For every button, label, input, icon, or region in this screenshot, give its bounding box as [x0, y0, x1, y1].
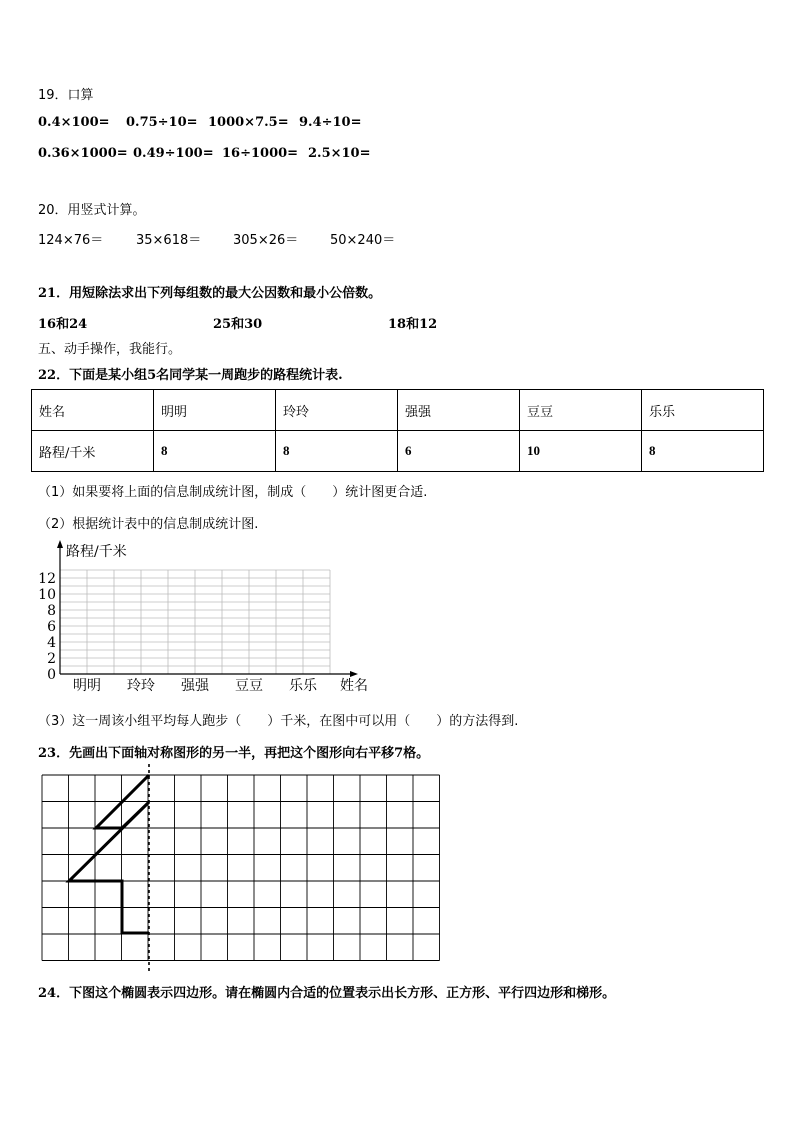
q20-item: 124×76＝	[38, 233, 104, 248]
y-tick-label: 10	[38, 587, 56, 603]
section-heading: 五、动手操作，我能行。	[38, 342, 182, 357]
y-axis-arrow	[57, 540, 63, 548]
q19-item: 0.4×100=	[38, 115, 110, 130]
x-category-label: 强强	[181, 678, 209, 694]
table-cell: 强强	[398, 390, 520, 431]
q19-item: 16÷1000=	[222, 146, 299, 161]
q21-item: 25和30	[213, 317, 263, 332]
y-axis-label: 路程/千米	[66, 544, 127, 560]
q24-title: 24．下图这个椭圆表示四边形。请在椭圆内合适的位置表示出长方形、正方形、平行四边形和梯形。	[38, 986, 616, 1001]
stats-table	[31, 389, 764, 472]
table-cell: 乐乐	[642, 390, 764, 431]
q23-title: 23．先画出下面轴对称图形的另一半，再把这个图形向右平移7格。	[38, 746, 430, 761]
q21-title: 21．用短除法求出下列每组数的最大公因数和最小公倍数。	[38, 286, 382, 301]
table-cell: 6	[398, 431, 520, 472]
y-tick-label: 0	[47, 667, 56, 683]
y-tick-label: 6	[47, 619, 56, 635]
x-category-label: 乐乐	[289, 678, 317, 694]
table-cell: 路程/千米	[32, 431, 154, 472]
y-tick-label: 4	[47, 635, 56, 651]
table-row	[32, 431, 764, 472]
y-tick-label: 8	[47, 603, 56, 619]
table-cell: 玲玲	[276, 390, 398, 431]
q20-item: 50×240＝	[330, 233, 396, 248]
y-tick-label: 12	[38, 571, 56, 587]
q19-item: 1000×7.5=	[208, 115, 289, 130]
table-cell: 明明	[154, 390, 276, 431]
x-category-label: 玲玲	[127, 678, 155, 694]
q20-item: 305×26＝	[233, 233, 299, 248]
q19-item: 9.4÷10=	[299, 115, 362, 130]
y-tick-label: 2	[47, 651, 56, 667]
table-cell: 8	[642, 431, 764, 472]
table-row	[32, 390, 764, 431]
q21-item: 18和12	[388, 317, 438, 332]
table-cell: 8	[276, 431, 398, 472]
half-figure	[69, 775, 149, 933]
q22-sub3: （3）这一周该小组平均每人跑步（ ）千米，在图中可以用（ ）的方法得到.	[38, 714, 519, 729]
q22-sub1: （1）如果要将上面的信息制成统计图，制成（ ）统计图更合适.	[38, 485, 428, 500]
x-axis-arrow	[350, 671, 358, 677]
q22-title: 22．下面是某小组5名同学某一周跑步的路程统计表.	[38, 368, 343, 383]
q19-item: 0.49÷100=	[133, 146, 214, 161]
q19-item: 0.75÷10=	[126, 115, 198, 130]
q20-item: 35×618＝	[136, 233, 202, 248]
x-category-label: 豆豆	[235, 678, 263, 694]
q19-item: 2.5×10=	[308, 146, 371, 161]
bar-chart-grid	[30, 538, 390, 698]
table-cell: 豆豆	[520, 390, 642, 431]
q22-sub2: （2）根据统计表中的信息制成统计图.	[38, 517, 259, 532]
q21-item: 16和24	[38, 317, 88, 332]
table-cell: 10	[520, 431, 642, 472]
table-cell: 8	[154, 431, 276, 472]
x-category-label: 明明	[73, 678, 101, 694]
q19-title: 19．口算	[38, 88, 94, 103]
q19-item: 0.36×1000=	[38, 146, 128, 161]
symmetry-grid	[40, 762, 442, 974]
q20-title: 20．用竖式计算。	[38, 203, 146, 218]
table-cell: 姓名	[32, 390, 154, 431]
x-axis-label: 姓名	[340, 678, 368, 694]
